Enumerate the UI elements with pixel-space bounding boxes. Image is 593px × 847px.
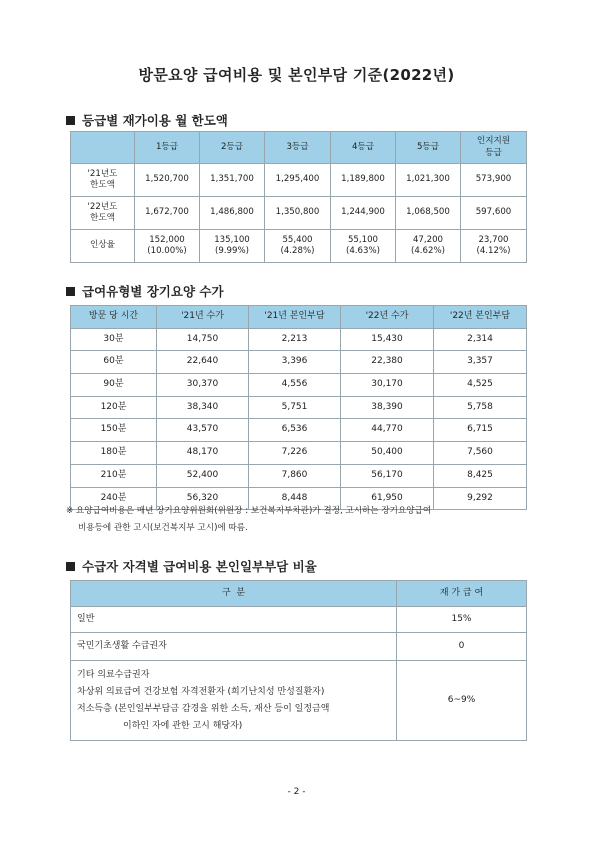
table-cell: 135,100 (9.99%): [200, 230, 265, 263]
table-row: [71, 419, 527, 442]
table-cell: 3,396: [249, 351, 341, 374]
header-22-fee: '22년 수가: [341, 306, 434, 329]
table-row: [71, 230, 527, 263]
table-cell: 56,320: [157, 487, 249, 510]
table-cell: 1,068,500: [396, 197, 461, 230]
page-title: 방문요양 급여비용 및 본인부담 기준(2022년): [138, 66, 455, 84]
page-number: - 2 -: [287, 787, 306, 797]
table-cell: 50,400: [341, 442, 434, 465]
row-label: 30분: [71, 328, 157, 351]
section1-heading: [66, 111, 228, 129]
table-cell: 7,560: [434, 442, 527, 465]
table-cell: 52,400: [157, 464, 249, 487]
table-row: [71, 328, 527, 351]
table-cell: 1,350,800: [265, 197, 331, 230]
table-cell: 6,536: [249, 419, 341, 442]
table-cell: 55,400 (4.28%): [265, 230, 331, 263]
rate-cell: 15%: [397, 607, 527, 633]
table-cell: 48,170: [157, 442, 249, 465]
footnote-line-2: 비용등에 관한 고시(보건복지부 고시)에 따름.: [78, 523, 248, 533]
header-grade2: 2등급: [200, 132, 265, 164]
table-cell: 55,100 (4.63%): [331, 230, 396, 263]
section3-heading-text: 수급자 자격별 급여비용 본인일부부담 비율: [82, 559, 317, 574]
table-row: [71, 374, 527, 397]
table-cell: 152,000 (10.00%): [135, 230, 200, 263]
table-row: [71, 607, 527, 633]
row-label: 240분: [71, 487, 157, 510]
table-row: [71, 197, 527, 230]
table-cell: 597,600: [461, 197, 527, 230]
table-cell: 43,570: [157, 419, 249, 442]
header-corner-cell: [71, 132, 135, 164]
section2-heading-text: 급여유형별 장기요양 수가: [82, 284, 224, 299]
table-cell: 7,860: [249, 464, 341, 487]
table-cell: 56,170: [341, 464, 434, 487]
category-line: 저소득층 (본인일부부담금 감경을 위한 소득, 재산 등이 일정금액: [77, 703, 330, 714]
table-header-row: [71, 306, 527, 329]
header-grade5: 5등급: [396, 132, 461, 164]
category-line: 기타 의료수급권자: [77, 669, 150, 680]
table-row: [71, 351, 527, 374]
footnote-line-1: ※ 요양급여비용은 매년 장기요양위원회(위원장 : 보건복지부차관)가 결정, 고시하는 장기요양급여: [66, 506, 432, 516]
header-visit-time: 방문 당 시간: [71, 306, 157, 329]
table-row: [71, 442, 527, 465]
table-cell: 2,314: [434, 328, 527, 351]
table-cell: 44,770: [341, 419, 434, 442]
row-label: 60분: [71, 351, 157, 374]
table-cell: 2,213: [249, 328, 341, 351]
table-cell: 38,390: [341, 396, 434, 419]
table-cell: 14,750: [157, 328, 249, 351]
table-cell: 47,200 (4.62%): [396, 230, 461, 263]
table-cell: 30,370: [157, 374, 249, 397]
section2-heading: [66, 282, 224, 300]
category-line: 이하인 자에 관한 고시 해당자): [123, 720, 243, 731]
table-cell: 1,244,900: [331, 197, 396, 230]
table-cell: 38,340: [157, 396, 249, 419]
table-cell: 6,715: [434, 419, 527, 442]
table-header-row: [71, 132, 527, 164]
square-bullet-icon: [66, 562, 75, 571]
monthly-limit-table: [70, 131, 527, 263]
category-cell: 국민기초생활 수급권자: [71, 633, 397, 661]
table-cell: 1,520,700: [135, 164, 200, 197]
table-cell: 5,751: [249, 396, 341, 419]
row-label: 150분: [71, 419, 157, 442]
square-bullet-icon: [66, 287, 75, 296]
table-row: [71, 661, 527, 741]
table-cell: 573,900: [461, 164, 527, 197]
table-cell: 1,486,800: [200, 197, 265, 230]
row-label: 180분: [71, 442, 157, 465]
header-21-copay: '21년 본인부담: [249, 306, 341, 329]
rate-cell: 0: [397, 633, 527, 661]
table-row: [71, 633, 527, 661]
table-cell: 8,425: [434, 464, 527, 487]
table-cell: 5,758: [434, 396, 527, 419]
header-home-care-rate: 재 가 급 여: [397, 581, 527, 607]
table-cell: 1,351,700: [200, 164, 265, 197]
header-category: 구 분: [71, 581, 397, 607]
square-bullet-icon: [66, 116, 75, 125]
table-cell: 23,700 (4.12%): [461, 230, 527, 263]
service-fee-table: [70, 305, 527, 510]
table-cell: 1,021,300: [396, 164, 461, 197]
table-cell: 22,380: [341, 351, 434, 374]
table-cell: 61,950: [341, 487, 434, 510]
table-row: [71, 464, 527, 487]
table-row: [71, 164, 527, 197]
row-label: 90분: [71, 374, 157, 397]
row-label: '21년도 한도액: [71, 164, 135, 197]
table-cell: 4,525: [434, 374, 527, 397]
table-cell: 1,295,400: [265, 164, 331, 197]
category-line: 차상위 의료급여 건강보험 자격전환자 (희기난치성 만성질환자): [77, 686, 325, 697]
table-cell: 7,226: [249, 442, 341, 465]
table-cell: 8,448: [249, 487, 341, 510]
header-grade1: 1등급: [135, 132, 200, 164]
section3-heading: [66, 557, 317, 575]
section1-heading-text: 등급별 재가이용 월 한도액: [82, 113, 228, 128]
row-label: '22년도 한도액: [71, 197, 135, 230]
header-cognitive-grade: 인지지원 등급: [461, 132, 527, 164]
row-label: 인상율: [71, 230, 135, 263]
table-cell: 22,640: [157, 351, 249, 374]
header-grade3: 3등급: [265, 132, 331, 164]
table-cell: 9,292: [434, 487, 527, 510]
footnote: [66, 503, 536, 537]
rate-cell: 6~9%: [397, 661, 527, 741]
row-label: 120분: [71, 396, 157, 419]
copay-rate-table: [70, 580, 527, 741]
category-cell: 일반: [71, 607, 397, 633]
table-cell: 4,556: [249, 374, 341, 397]
table-cell: 15,430: [341, 328, 434, 351]
header-grade4: 4등급: [331, 132, 396, 164]
header-21-fee: '21년 수가: [157, 306, 249, 329]
table-cell: 1,189,800: [331, 164, 396, 197]
row-label: 210분: [71, 464, 157, 487]
table-header-row: [71, 581, 527, 607]
table-cell: 1,672,700: [135, 197, 200, 230]
table-cell: 30,170: [341, 374, 434, 397]
table-row: [71, 396, 527, 419]
header-22-copay: '22년 본인부담: [434, 306, 527, 329]
category-cell: [71, 661, 397, 741]
table-cell: 3,357: [434, 351, 527, 374]
service-fee-table-body: [71, 328, 527, 510]
